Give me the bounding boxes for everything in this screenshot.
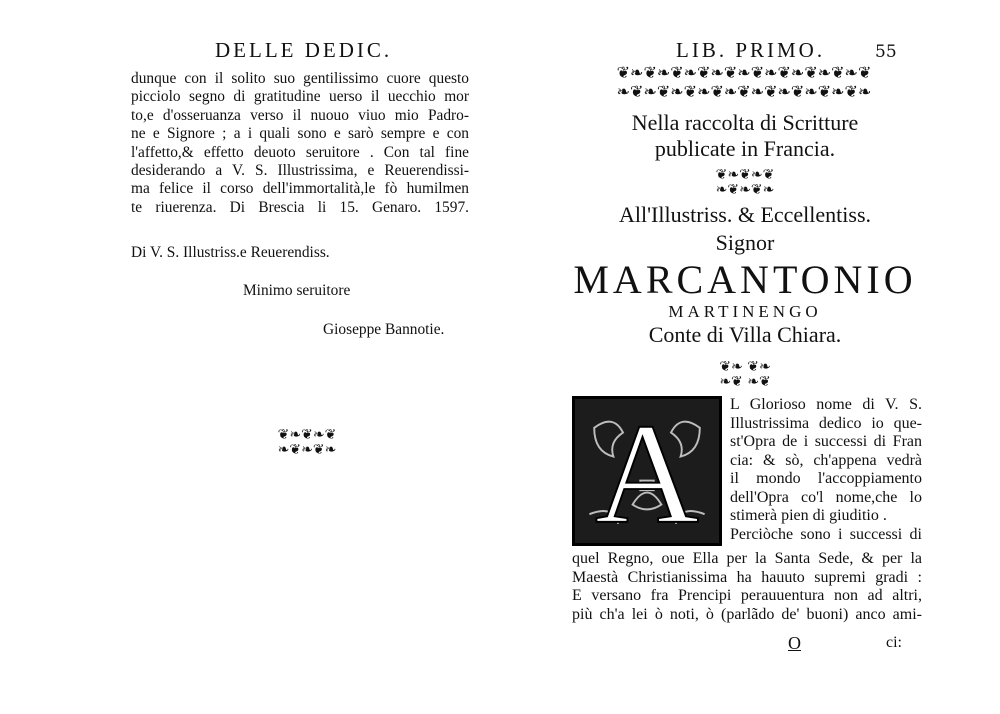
body-line: dell'Opra co'l nome,che lo xyxy=(730,488,922,506)
body-line: L Glorioso nome di V. S. xyxy=(730,396,922,413)
signature-mark: O xyxy=(788,633,801,653)
body-full-lines xyxy=(572,550,922,624)
heading-line: publicate in Francia. xyxy=(654,136,836,161)
fleuron-ornament: ❦❧❦❧❦ ❧❦❧❦❧ xyxy=(715,168,775,198)
paragraph-line: picciolo segno di gratitudine uerso il uecchio mor xyxy=(131,88,469,106)
salutation: Di V. S. Illustriss.e Reuerendiss. xyxy=(131,244,330,261)
closing: Minimo seruitore xyxy=(243,282,351,299)
body-line: Illustrissima dedico io que- xyxy=(730,414,922,432)
initial-letter: A xyxy=(595,399,699,543)
surname-line: MARTINENGO xyxy=(668,302,822,321)
dedication-paragraph xyxy=(131,70,469,217)
catchword: ci: xyxy=(886,634,902,651)
signor-line: Signor xyxy=(715,230,775,255)
paragraph-line: te riuerenza. Di Brescia li 15. Genaro. 1597. xyxy=(131,198,469,216)
ornament-band: ❦❧❦❧❦❧❦❧❦❧❦❧❦❧❦❧❦❧❦ ❧❦❧❦❧❦❧❦❧❦❧❦❧❦❧❦❧❦❧ xyxy=(616,63,872,101)
body-line: il mondo l'accoppiamento xyxy=(730,470,922,487)
heading-line: Nella raccolta di Scritture xyxy=(631,110,859,135)
title-line: Conte di Villa Chiara. xyxy=(648,322,842,347)
signature: Gioseppe Bannotie. xyxy=(323,321,445,338)
body-line: Perciòche sono i successi di xyxy=(730,525,922,543)
running-head-right: LIB. PRIMO. xyxy=(676,38,826,62)
body-line: più ch'a lei ò noti, ò (parlãdo de' buoni) anco ami- xyxy=(572,605,922,623)
body-line: st'Opra de i successi di Fran xyxy=(730,433,922,450)
body-short-lines xyxy=(730,396,922,544)
fleuron-ornament: ❦❧ ❦❧ ❧❦ ❧❦ xyxy=(719,360,771,390)
paragraph-line: ne e Signore ; a i quali sono e sarò sempre e con xyxy=(131,125,469,143)
running-head-left: DELLE DEDIC. xyxy=(215,38,393,62)
address-line: All'Illustriss. & Eccellentiss. xyxy=(618,202,872,227)
body-line: E versano fra Prencipi perauuentura non ad altri, xyxy=(572,587,922,604)
page-number: 55 xyxy=(875,42,897,62)
foliage-icon xyxy=(575,399,719,543)
paragraph-line: dunque con il solito suo gentilissimo cuore questo xyxy=(131,70,469,87)
paragraph-line: to,e d'osseruanza verso il nuouo viuo mio Padro- xyxy=(131,106,469,124)
paragraph-line: ma felice il corso dell'immortalità,le fò humilmen xyxy=(131,180,469,198)
fleuron-ornament: ❦❧❦❧❦ ❧❦❧❦❧ xyxy=(277,428,337,458)
body-line: quel Regno, oue Ella per la Santa Sede, & per la xyxy=(572,550,922,567)
body-line: Maestà Christianissima ha hauuto supremi gradi : xyxy=(572,568,922,586)
paragraph-line: l'affetto,& effetto deuoto seruitore . Con tal fine xyxy=(131,143,469,161)
name-line: MARCANTONIO xyxy=(573,257,917,302)
body-line: cia: & sò, ch'appena vedrà xyxy=(730,451,922,469)
body-line: stimerà pien di giuditio . xyxy=(730,507,887,524)
paragraph-line: desiderando a V. S. Illustrissima, e Reuerendissi- xyxy=(131,162,469,180)
decorated-initial xyxy=(572,396,722,546)
